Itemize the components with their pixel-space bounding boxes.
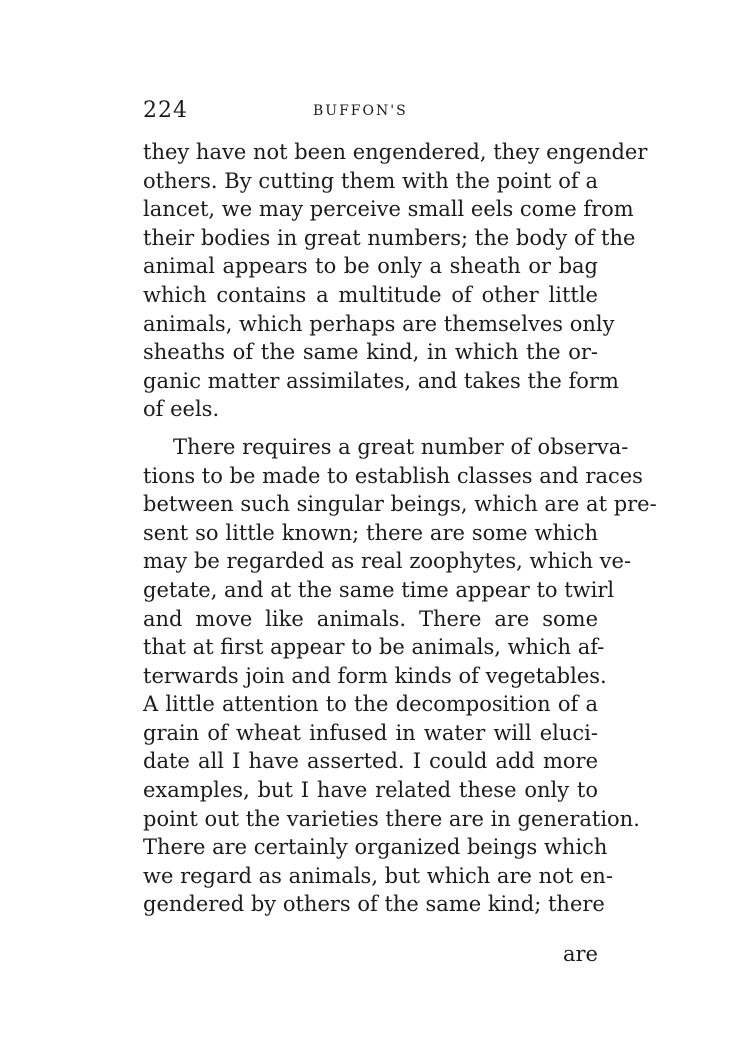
running-head bbox=[143, 98, 598, 128]
text-line: others. By cutting them with the point of a bbox=[143, 168, 598, 193]
text-line: we regard as animals, but which are not en- bbox=[143, 863, 613, 888]
text-line: There requires a great number of observa- bbox=[173, 434, 629, 459]
body-text bbox=[143, 138, 657, 919]
text-line: lancet, we may perceive small eels come from bbox=[143, 197, 634, 222]
text-line: of eels. bbox=[143, 397, 220, 422]
text-line: and move like animals. There are some bbox=[143, 606, 598, 631]
text-line: that at first appear to be animals, which af- bbox=[143, 635, 605, 660]
text-line: sheaths of the same kind, in which the or- bbox=[143, 340, 598, 365]
text-line: date all I have asserted. I could add more bbox=[143, 749, 598, 774]
paragraph-1 bbox=[143, 138, 648, 424]
text-line: their bodies in great numbers; the body of the bbox=[143, 225, 636, 250]
text-line: examples, but I have related these only to bbox=[143, 778, 598, 803]
text-line: getate, and at the same time appear to twirl bbox=[143, 577, 615, 602]
text-line: point out the varieties there are in generation. bbox=[143, 806, 640, 831]
text-line: which contains a multitude of other little bbox=[143, 282, 598, 307]
text-line: sent so little known; there are some which bbox=[143, 520, 598, 545]
text-line: animals, which perhaps are themselves only bbox=[143, 311, 615, 336]
paragraph-gap bbox=[143, 424, 598, 433]
text-line: between such singular beings, which are at pre- bbox=[143, 492, 657, 517]
catchword: are bbox=[563, 942, 598, 966]
text-line: grain of wheat infused in water will eluci- bbox=[143, 720, 598, 745]
text-line: gendered by others of the same kind; there bbox=[143, 892, 605, 917]
text-line: animal appears to be only a sheath or bag bbox=[143, 254, 598, 279]
running-title: BUFFON'S bbox=[313, 103, 408, 119]
text-line: terwards join and form kinds of vegetables. bbox=[143, 663, 607, 688]
page-number: 224 bbox=[143, 98, 188, 123]
text-line: may be regarded as real zoophytes, which ve- bbox=[143, 549, 632, 574]
text-line: ganic matter assimilates, and takes the form bbox=[143, 368, 619, 393]
text-line: There are certainly organized beings which bbox=[143, 835, 608, 860]
text-line: tions to be made to establish classes and races bbox=[143, 463, 643, 488]
text-line: they have not been engendered, they engender bbox=[143, 140, 648, 164]
paragraph-2 bbox=[143, 433, 657, 919]
text-line: A little attention to the decomposition of a bbox=[143, 692, 598, 717]
